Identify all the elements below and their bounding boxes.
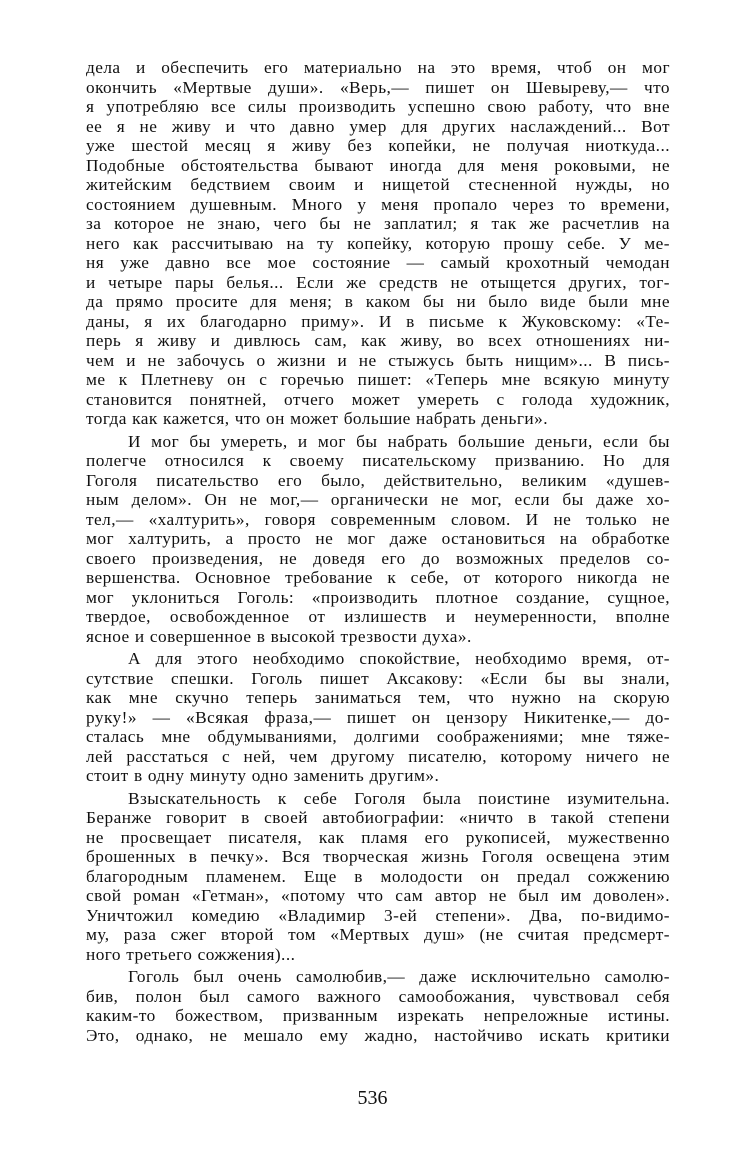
- text-line: становится понятней, отчего может умереть с голода художник,: [86, 389, 670, 409]
- text-line: своего произведения, не доведя его до возможных пределов со-: [86, 548, 670, 568]
- text-line: полегче относился к своему писательскому призванию. Но для: [86, 451, 670, 470]
- text-line: ным делом». Он не мог,— органически не мог, если бы даже хо-: [86, 490, 670, 509]
- text-line: тогда как кажется, что он может большие набрать деньги».: [86, 409, 548, 428]
- paragraph: [86, 649, 670, 786]
- text-line: Гоголь был очень самолюбив,— даже исключительно самолю-: [128, 967, 670, 986]
- text-line: тел,— «халтурить», говоря современным словом. И не только не: [86, 509, 670, 529]
- text-line: И мог бы умереть, и мог бы набрать большие деньги, если бы: [128, 431, 670, 451]
- text-line: и четыре пары белья... Если же средств не отыщется других, тог-: [86, 272, 670, 292]
- text-line: ного третьего сожжения)...: [86, 944, 296, 964]
- text-line: житейским бедствием своим и нищетой стесненной нужды, но: [86, 175, 670, 194]
- text-line: ня уже давно все мое состояние — самый крохотный чемодан: [86, 253, 670, 272]
- text-line: Подобные обстоятельства бывают иногда для меня роковыми, не: [86, 155, 670, 175]
- text-line: даны, я их благодарно приму». И в письме к Жуковскому: «Те-: [86, 311, 670, 331]
- paragraph: [86, 432, 670, 647]
- paragraph: [86, 967, 670, 1045]
- text-line: вершенства. Основное требование к себе, от которого никогда не: [86, 568, 670, 587]
- text-line: мог уклониться Гоголь: «производить плотное создание, сущное,: [86, 587, 670, 607]
- text-line: лей расстаться с ней, чем другому писателю, которому ничего не: [86, 746, 670, 766]
- text-line: за которое не знаю, чего бы не заплатил; я так же расчетлив на: [86, 214, 670, 233]
- text-line: Взыскательность к себе Гоголя была поистине изумительна.: [128, 788, 670, 808]
- page-text: [86, 58, 670, 1045]
- text-line: каким-то божеством, призванным изрекать непреложные истины.: [86, 1006, 670, 1025]
- page-number: 536: [357, 1087, 388, 1109]
- text-line: перь я живу и дивлюсь сам, как живу, во всех отношениях ни-: [86, 331, 670, 350]
- paragraph: [86, 789, 670, 965]
- text-line: брошенных в печку». Вся творческая жизнь Гоголя освещена этим: [86, 847, 670, 866]
- text-line: стоит в одну минуту одно заменить другим».: [86, 766, 440, 785]
- text-line: как мне скучно теперь заниматься тем, что нужно на скорую: [86, 688, 670, 707]
- text-line: мог халтурить, а просто не мог даже остановиться на обработке: [86, 529, 670, 548]
- text-line: А для этого необходимо спокойствие, необходимо время, от-: [128, 649, 670, 668]
- text-line: ме к Плетневу он с горечью пишет: «Теперь мне всякую минуту: [86, 370, 670, 389]
- text-line: твердое, освобожденное от излишеств и неумеренности, вполне: [86, 607, 670, 626]
- text-line: не просвещает писателя, как пламя его рукописей, мужественно: [86, 827, 670, 847]
- text-line: состоянием душевным. Много у меня пропало через то времени,: [86, 194, 670, 214]
- text-line: ее я не живу и что давно умер для других наслаждений... Вот: [86, 116, 670, 136]
- text-line: благородным пламенем. Еще в молодости он предал сожжению: [86, 866, 670, 886]
- text-line: бив, полон был самого важного самообожания, чувствовал себя: [86, 986, 670, 1006]
- text-line: свой роман «Гетман», «потому что сам автор не был им доволен».: [86, 886, 670, 905]
- text-line: я употребляю все силы производить успешно свою работу, что вне: [86, 97, 670, 116]
- text-line: чем и не забочусь о жизни и не стыжусь быть нищим»... В пись-: [86, 350, 670, 370]
- text-line: уже шестой месяц я живу без копейки, не получая ниоткуда...: [86, 136, 670, 155]
- text-line: сутствие спешки. Гоголь пишет Аксакову: «Если бы вы знали,: [86, 668, 670, 688]
- text-line: му, раза сжег второй том «Мертвых душ» (не считая предсмерт-: [86, 925, 670, 944]
- text-line: Это, однако, не мешало ему жадно, настойчиво искать критики: [86, 1025, 670, 1045]
- text-line: окончить «Мертвые души». «Верь,— пишет он Шевыреву,— что: [86, 77, 670, 97]
- text-line: сталась мне обдумываниями, долгими соображениями; мне тяже-: [86, 727, 670, 746]
- paragraph: [86, 58, 670, 429]
- text-line: Гоголя писательство его было, действительно, великим «душев-: [86, 470, 670, 490]
- text-line: дела и обеспечить его материально на это время, чтоб он мог: [86, 58, 670, 77]
- text-line: него как рассчитываю на ту копейку, которую прошу себе. У ме-: [86, 233, 670, 253]
- text-line: руку!» — «Всякая фраза,— пишет он цензору Никитенке,— до-: [86, 707, 670, 727]
- text-line: Уничтожил комедию «Владимир 3-ей степени». Два, по-видимо-: [86, 905, 670, 925]
- text-line: Беранже говорит в своей автобиографии: «ничто в такой степени: [86, 808, 670, 827]
- text-line: ясное и совершенное в высокой трезвости духа».: [86, 626, 472, 646]
- text-line: да прямо просите для меня; в каком бы ни было виде были мне: [86, 292, 670, 311]
